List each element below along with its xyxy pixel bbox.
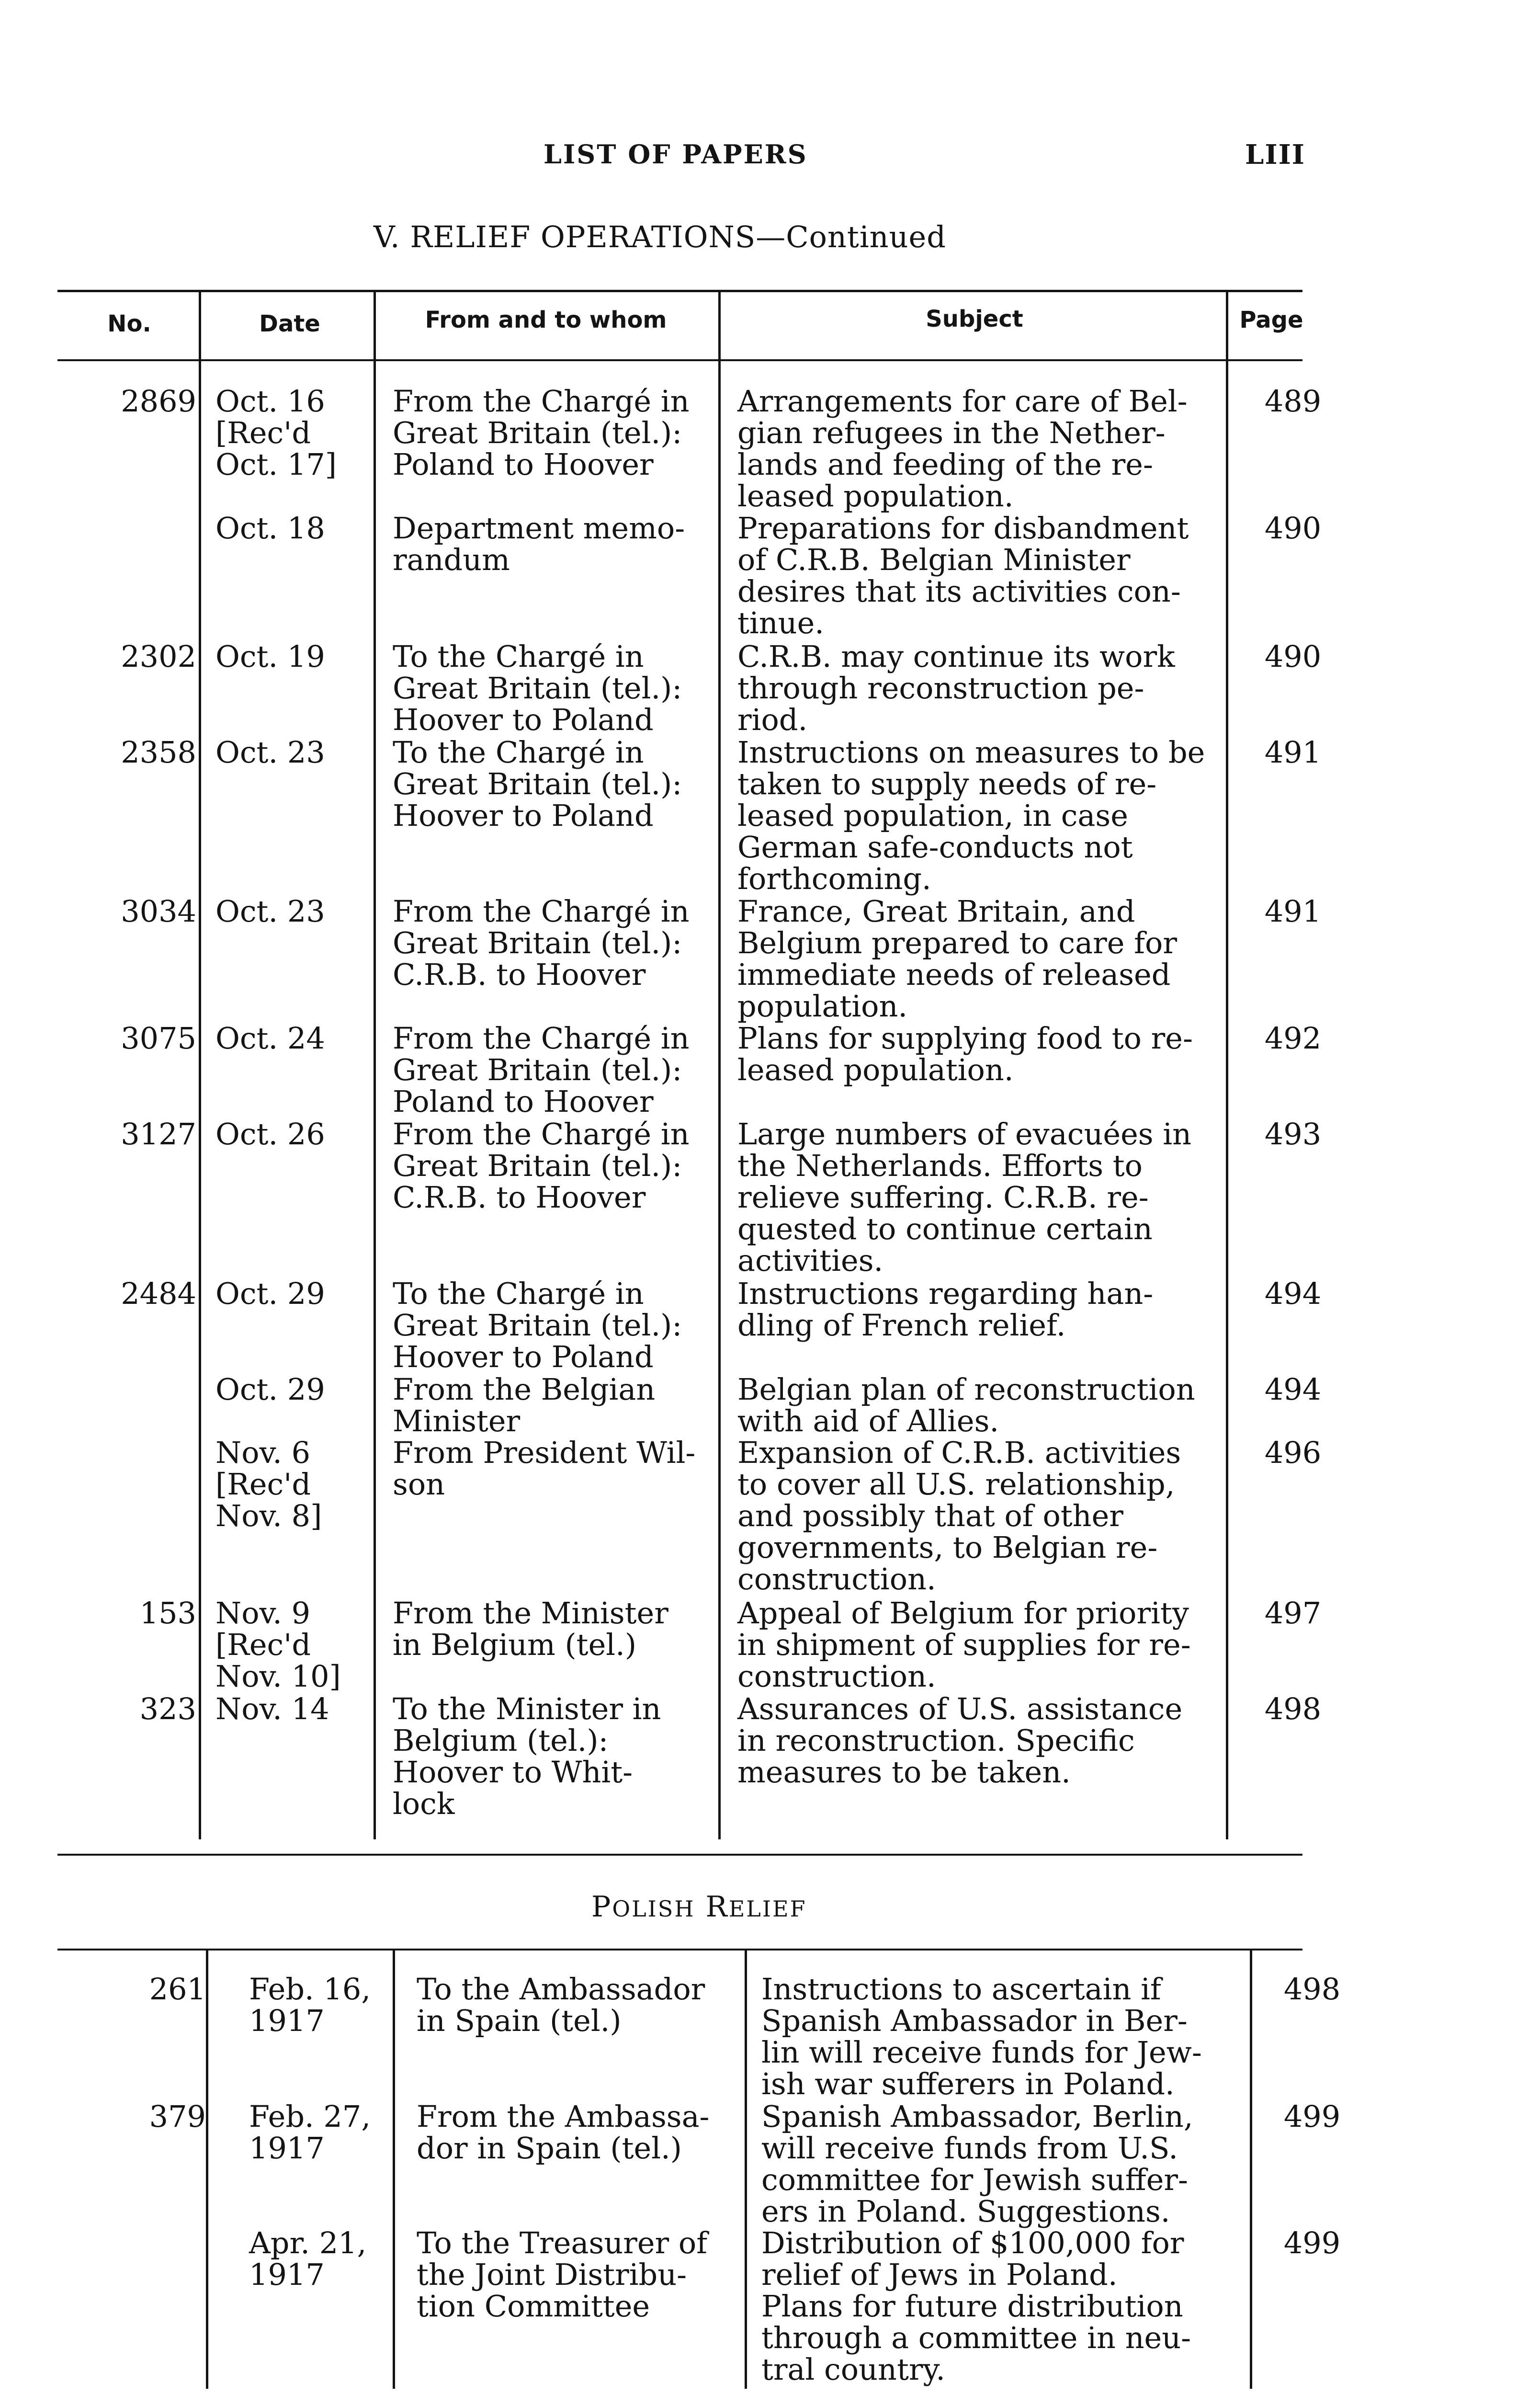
row-from: From the Minister in Belgium (tel.): [393, 1596, 668, 1662]
row-page: 492: [1264, 1021, 1322, 1056]
row-page: 493: [1264, 1117, 1322, 1152]
row-date: Oct. 23: [215, 894, 325, 929]
row-date: Oct. 29: [215, 1276, 325, 1311]
row-subject: C.R.B. may continue its work through reconstruction pe- riod.: [737, 639, 1175, 737]
row-subject: Assurances of U.S. assistance in reconstruction. Specific measures to be taken.: [737, 1691, 1183, 1790]
row-subject: Appeal of Belgium for priority in shipment of supplies for re- construction.: [737, 1596, 1191, 1694]
col-header-from: From and to whom: [425, 307, 667, 333]
row-no: 153: [139, 1596, 196, 1631]
row-page: 494: [1264, 1276, 1322, 1311]
row-date: Oct. 24: [215, 1021, 325, 1056]
row-date: Feb. 16, 1917: [249, 1972, 371, 2038]
running-head: LIST OF PAPERS: [544, 139, 808, 170]
row-no: 2302: [121, 639, 196, 674]
row-from: From the Chargé in Great Britain (tel.): Poland to Hoover: [393, 384, 690, 482]
header-top-rule: [57, 290, 1302, 292]
row-subject: Arrangements for care of Bel- gian refugees in the Nether- lands and feeding of the re- leased population.: [737, 384, 1188, 513]
heading-initial: P: [591, 1890, 612, 1924]
row-subject: France, Great Britain, and Belgium prepared to care for immediate needs of released population.: [737, 894, 1178, 1024]
heading-rest: ELIEF: [728, 1896, 807, 1922]
row-subject: Instructions on measures to be taken to supply needs of re- leased population, in case German safe-conducts not forthcoming.: [737, 735, 1205, 896]
row-subject: Spanish Ambassador, Berlin, will receive funds from U.S. committee for Jewish suffer- ers in Poland. Suggestions.: [761, 2099, 1193, 2229]
row-no: 3127: [121, 1117, 196, 1152]
col-header-page: Page: [1239, 307, 1303, 333]
row-subject: Expansion of C.R.B. activities to cover all U.S. relationship, and possibly that of other governments, to Belgian re- construction.: [737, 1435, 1181, 1597]
row-page: 490: [1264, 639, 1322, 674]
col-divider-1: [199, 292, 201, 1839]
row-subject: Large numbers of evacuées in the Netherlands. Efforts to relieve suffering. C.R.B. re- quested to continue certain activities.: [737, 1117, 1192, 1278]
row-from: From the Chargé in Great Britain (tel.): C.R.B. to Hoover: [393, 1117, 690, 1215]
row-page: 496: [1264, 1435, 1322, 1470]
row-page: 494: [1264, 1372, 1322, 1407]
row-no: 2358: [121, 735, 196, 770]
row-date: Oct. 29: [215, 1372, 325, 1407]
row-from: To the Treasurer of the Joint Distribu- tion Committee: [417, 2225, 708, 2324]
row-date: Oct. 19: [215, 639, 325, 674]
row-no: 3075: [121, 1021, 196, 1056]
row-from: To the Ambassador in Spain (tel.): [417, 1972, 705, 2038]
col-header-subject: Subject: [926, 306, 1023, 332]
row-page: 491: [1264, 894, 1322, 929]
row-from: From the Chargé in Great Britain (tel.): Poland to Hoover: [393, 1021, 690, 1119]
row-no: 2869: [121, 384, 196, 419]
row-page: 498: [1264, 1691, 1322, 1726]
row-from: To the Chargé in Great Britain (tel.): Hoover to Poland: [393, 639, 682, 737]
row-date: Apr. 21, 1917: [249, 2225, 367, 2292]
polish-top-rule: [57, 1949, 1302, 1950]
row-date: Nov. 14: [215, 1691, 329, 1726]
row-from: From President Wil- son: [393, 1435, 696, 1502]
row-page: 499: [1283, 2225, 1341, 2260]
row-no: 261: [149, 1972, 206, 2007]
row-subject: Preparations for disbandment of C.R.B. Belgian Minister desires that its activities con- tinue.: [737, 511, 1189, 640]
polish-relief-heading: [591, 1890, 807, 1924]
row-date: Nov. 6 [Rec'd Nov. 8]: [215, 1435, 322, 1533]
row-subject: Instructions regarding han- dling of French relief.: [737, 1276, 1154, 1343]
row-page: 491: [1264, 735, 1322, 770]
col-divider-1: [206, 1950, 208, 2389]
row-no: 323: [139, 1691, 196, 1726]
row-from: To the Chargé in Great Britain (tel.): Hoover to Poland: [393, 1276, 682, 1374]
row-no: 379: [149, 2099, 206, 2134]
header-bottom-rule: [57, 359, 1302, 361]
row-from: From the Chargé in Great Britain (tel.): C.R.B. to Hoover: [393, 894, 690, 992]
row-date: Oct. 18: [215, 511, 325, 546]
row-page: 497: [1264, 1596, 1322, 1631]
row-from: From the Belgian Minister: [393, 1372, 656, 1438]
row-subject: Plans for supplying food to re- leased population.: [737, 1021, 1193, 1087]
col-header-no: No.: [107, 310, 151, 337]
row-date: Feb. 27, 1917: [249, 2099, 371, 2166]
row-from: Department memo- randum: [393, 511, 685, 577]
row-from: From the Ambassa- dor in Spain (tel.): [417, 2099, 710, 2166]
heading-rest: OLISH: [612, 1896, 695, 1922]
col-header-date: Date: [259, 310, 320, 337]
row-from: To the Minister in Belgium (tel.): Hoover to Whit- lock: [393, 1691, 661, 1821]
row-subject: Instructions to ascertain if Spanish Ambassador in Ber- lin will receive funds for Jew- ish war sufferers in Poland.: [761, 1972, 1202, 2101]
row-date: Oct. 16 [Rec'd Oct. 17]: [215, 384, 337, 482]
row-date: Oct. 26: [215, 1117, 325, 1152]
heading-initial: R: [705, 1890, 729, 1924]
row-date: Oct. 23: [215, 735, 325, 770]
row-page: 499: [1283, 2099, 1341, 2134]
row-date: Nov. 9 [Rec'd Nov. 10]: [215, 1596, 341, 1694]
section-title: V. RELIEF OPERATIONS—Continued: [374, 219, 946, 254]
row-no: 2484: [121, 1276, 196, 1311]
row-no: 3034: [121, 894, 196, 929]
row-page: 489: [1264, 384, 1322, 419]
row-page: 498: [1283, 1972, 1341, 2007]
table-end-rule: [57, 1854, 1302, 1856]
row-page: 490: [1264, 511, 1322, 546]
page-number: LIII: [1245, 139, 1305, 171]
row-subject: Belgian plan of reconstruction with aid of Allies.: [737, 1372, 1195, 1438]
row-from: To the Chargé in Great Britain (tel.): Hoover to Poland: [393, 735, 682, 833]
row-subject: Distribution of $100,000 for relief of Jews in Poland. Plans for future distribution through a committee in neu- tral country.: [761, 2225, 1191, 2387]
